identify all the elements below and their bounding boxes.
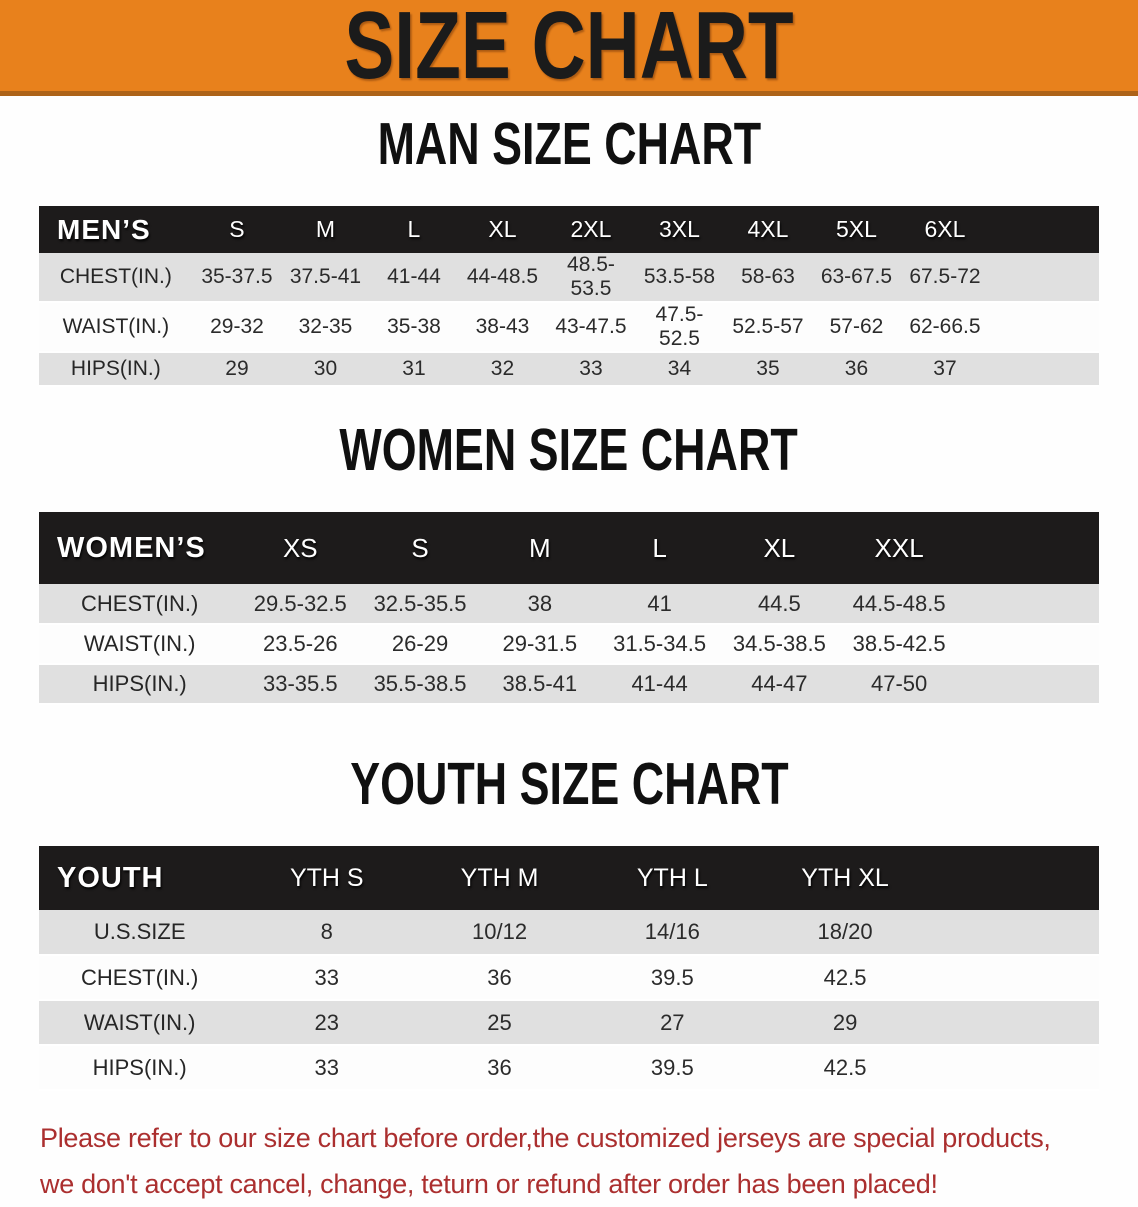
group-label: MEN’S bbox=[39, 206, 193, 253]
size-value: 27 bbox=[586, 1000, 759, 1045]
row-spacer bbox=[931, 955, 1099, 1000]
size-value: 62-66.5 bbox=[901, 302, 990, 352]
measurement-label: WAIST(IN.) bbox=[39, 302, 193, 352]
size-value: 38 bbox=[480, 584, 600, 624]
man-section-heading-text: MAN SIZE CHART bbox=[377, 111, 761, 177]
row-spacer bbox=[931, 1000, 1099, 1045]
size-value: 36 bbox=[413, 955, 586, 1000]
women-size-table bbox=[39, 512, 1099, 705]
size-value: 31.5-34.5 bbox=[600, 624, 720, 664]
size-value: 47.5-52.5 bbox=[635, 302, 724, 352]
table-row bbox=[39, 624, 1099, 664]
women-section-heading bbox=[0, 417, 1138, 492]
size-column-header: 4XL bbox=[724, 206, 813, 253]
size-value: 67.5-72 bbox=[901, 253, 990, 302]
size-column-header: YTH S bbox=[240, 846, 413, 910]
size-value: 44-48.5 bbox=[458, 253, 547, 302]
size-column-header: 6XL bbox=[901, 206, 990, 253]
row-spacer bbox=[989, 302, 1099, 352]
table-row bbox=[39, 1000, 1099, 1045]
man-section-heading bbox=[0, 111, 1138, 186]
row-spacer bbox=[931, 910, 1099, 955]
size-column-header: L bbox=[600, 512, 720, 584]
youth-section-heading bbox=[0, 751, 1138, 826]
size-value: 37 bbox=[901, 352, 990, 386]
size-value: 35 bbox=[724, 352, 813, 386]
size-header-row bbox=[39, 206, 1099, 253]
size-column-header: S bbox=[360, 512, 480, 584]
men-size-table bbox=[39, 206, 1099, 387]
row-spacer bbox=[989, 253, 1099, 302]
disclaimer-line-2: we don't accept cancel, change, teturn or refund after order has been placed! bbox=[40, 1169, 938, 1199]
size-value: 14/16 bbox=[586, 910, 759, 955]
youth-section-heading-text: YOUTH SIZE CHART bbox=[349, 751, 789, 817]
size-value: 41-44 bbox=[370, 253, 459, 302]
table-row bbox=[39, 910, 1099, 955]
size-value: 33 bbox=[240, 1045, 413, 1090]
size-column-header: L bbox=[370, 206, 459, 253]
header-spacer bbox=[931, 846, 1099, 910]
row-spacer bbox=[959, 584, 1099, 624]
size-value: 31 bbox=[370, 352, 459, 386]
size-value: 32.5-35.5 bbox=[360, 584, 480, 624]
measurement-label: CHEST(IN.) bbox=[39, 584, 240, 624]
header-spacer bbox=[989, 206, 1099, 253]
size-column-header: 5XL bbox=[812, 206, 901, 253]
size-header-row bbox=[39, 512, 1099, 584]
size-value: 29-32 bbox=[193, 302, 282, 352]
size-column-header: XL bbox=[458, 206, 547, 253]
table-row bbox=[39, 352, 1099, 386]
size-column-header: YTH M bbox=[413, 846, 586, 910]
size-value: 34 bbox=[635, 352, 724, 386]
table-row bbox=[39, 302, 1099, 352]
measurement-label: HIPS(IN.) bbox=[39, 352, 193, 386]
table-row bbox=[39, 584, 1099, 624]
measurement-label: U.S.SIZE bbox=[39, 910, 240, 955]
size-value: 26-29 bbox=[360, 624, 480, 664]
size-value: 36 bbox=[812, 352, 901, 386]
size-value: 33 bbox=[240, 955, 413, 1000]
table-row bbox=[39, 955, 1099, 1000]
row-spacer bbox=[959, 624, 1099, 664]
size-value: 47-50 bbox=[839, 664, 959, 704]
youth-size-table bbox=[39, 846, 1099, 1091]
women-section-heading-text: WOMEN SIZE CHART bbox=[339, 417, 799, 483]
measurement-label: HIPS(IN.) bbox=[39, 664, 240, 704]
size-value: 34.5-38.5 bbox=[719, 624, 839, 664]
row-spacer bbox=[959, 664, 1099, 704]
table-row bbox=[39, 664, 1099, 704]
size-column-header: YTH L bbox=[586, 846, 759, 910]
size-value: 37.5-41 bbox=[281, 253, 370, 302]
size-value: 36 bbox=[413, 1045, 586, 1090]
measurement-label: WAIST(IN.) bbox=[39, 1000, 240, 1045]
size-value: 38-43 bbox=[458, 302, 547, 352]
row-spacer bbox=[989, 352, 1099, 386]
size-header-row bbox=[39, 846, 1099, 910]
size-value: 39.5 bbox=[586, 1045, 759, 1090]
size-value: 43-47.5 bbox=[547, 302, 636, 352]
size-value: 32-35 bbox=[281, 302, 370, 352]
size-value: 44.5 bbox=[719, 584, 839, 624]
size-value: 18/20 bbox=[759, 910, 932, 955]
measurement-label: CHEST(IN.) bbox=[39, 253, 193, 302]
size-value: 32 bbox=[458, 352, 547, 386]
disclaimer-text bbox=[40, 1115, 1108, 1207]
size-value: 39.5 bbox=[586, 955, 759, 1000]
header-spacer bbox=[959, 512, 1099, 584]
size-value: 30 bbox=[281, 352, 370, 386]
group-label: WOMEN’S bbox=[39, 512, 240, 584]
size-value: 41 bbox=[600, 584, 720, 624]
table-row bbox=[39, 253, 1099, 302]
size-value: 29 bbox=[759, 1000, 932, 1045]
size-column-header: S bbox=[193, 206, 282, 253]
size-value: 29 bbox=[193, 352, 282, 386]
size-value: 35-37.5 bbox=[193, 253, 282, 302]
size-column-header: 2XL bbox=[547, 206, 636, 253]
size-value: 48.5-53.5 bbox=[547, 253, 636, 302]
size-value: 58-63 bbox=[724, 253, 813, 302]
size-column-header: M bbox=[281, 206, 370, 253]
size-value: 38.5-42.5 bbox=[839, 624, 959, 664]
size-value: 57-62 bbox=[812, 302, 901, 352]
measurement-label: WAIST(IN.) bbox=[39, 624, 240, 664]
size-value: 42.5 bbox=[759, 1045, 932, 1090]
size-value: 44-47 bbox=[719, 664, 839, 704]
disclaimer-line-1: Please refer to our size chart before order,the customized jerseys are special products, bbox=[40, 1123, 1051, 1153]
size-column-header: XS bbox=[240, 512, 360, 584]
group-label: YOUTH bbox=[39, 846, 240, 910]
row-spacer bbox=[931, 1045, 1099, 1090]
size-value: 35.5-38.5 bbox=[360, 664, 480, 704]
size-value: 10/12 bbox=[413, 910, 586, 955]
size-value: 8 bbox=[240, 910, 413, 955]
size-column-header: XL bbox=[719, 512, 839, 584]
size-value: 63-67.5 bbox=[812, 253, 901, 302]
size-chart-banner bbox=[0, 0, 1138, 99]
size-value: 44.5-48.5 bbox=[839, 584, 959, 624]
size-value: 41-44 bbox=[600, 664, 720, 704]
size-value: 53.5-58 bbox=[635, 253, 724, 302]
size-value: 29-31.5 bbox=[480, 624, 600, 664]
table-row bbox=[39, 1045, 1099, 1090]
size-column-header: M bbox=[480, 512, 600, 584]
size-value: 33 bbox=[547, 352, 636, 386]
size-column-header: YTH XL bbox=[759, 846, 932, 910]
size-value: 42.5 bbox=[759, 955, 932, 1000]
size-value: 23.5-26 bbox=[240, 624, 360, 664]
size-value: 52.5-57 bbox=[724, 302, 813, 352]
size-value: 38.5-41 bbox=[480, 664, 600, 704]
measurement-label: CHEST(IN.) bbox=[39, 955, 240, 1000]
banner-title: SIZE CHART bbox=[344, 0, 794, 99]
size-column-header: XXL bbox=[839, 512, 959, 584]
size-column-header: 3XL bbox=[635, 206, 724, 253]
size-value: 33-35.5 bbox=[240, 664, 360, 704]
measurement-label: HIPS(IN.) bbox=[39, 1045, 240, 1090]
size-value: 35-38 bbox=[370, 302, 459, 352]
size-value: 25 bbox=[413, 1000, 586, 1045]
size-value: 23 bbox=[240, 1000, 413, 1045]
size-value: 29.5-32.5 bbox=[240, 584, 360, 624]
